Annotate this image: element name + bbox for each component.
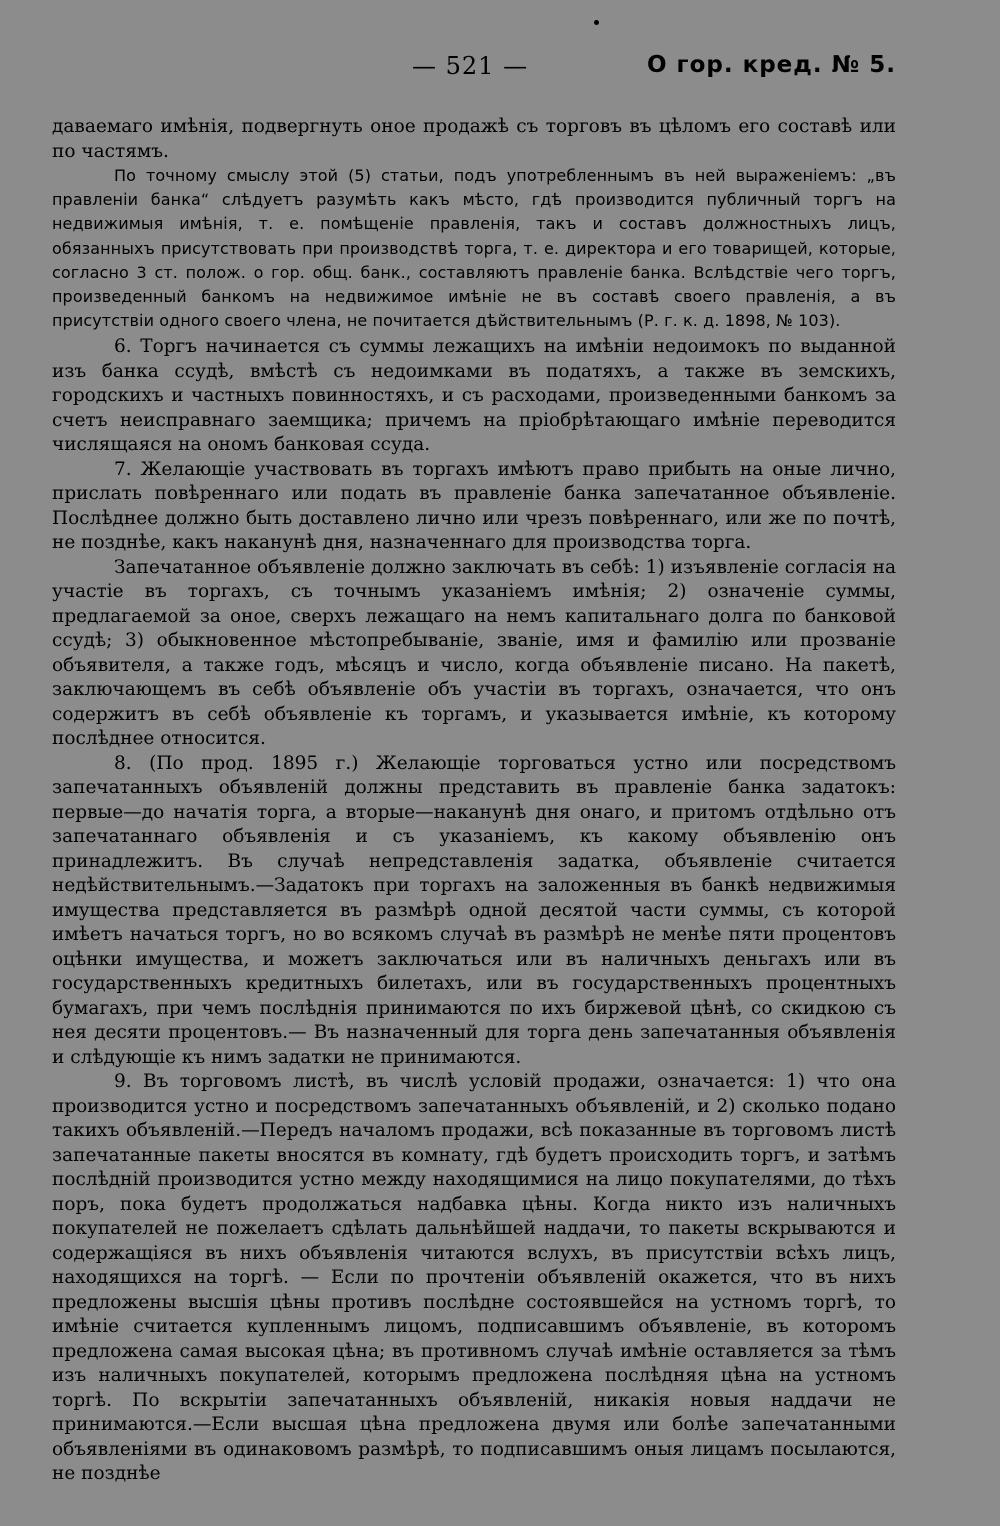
paragraph-article-9: 9. Въ торговомъ листѣ, въ числѣ условій продажи, означается: 1) что она производится устно и посредствомъ запечатанныхъ объявленій, и 2) сколько подано такихъ объявленій.—Передъ началомъ продажи, всѣ показанные въ торговомъ листѣ запечатанные пакеты вносятся въ комнату, гдѣ будетъ происходить торгъ, и затѣмъ послѣдній производится устно между находящимися на лицо покупателями, до тѣхъ поръ, пока будетъ продолжаться надбавка цѣны. Когда никто изъ наличныхъ покупателей не пожелаетъ сдѣлать дальнѣйшей наддачи, то пакеты вскрываются и содержащіяся въ нихъ объявленія читаются вслухъ, въ присутствіи всѣхъ лицъ, находящихся на торгѣ. — Если по прочтеніи объявленій окажется, что въ нихъ предложены высшія цѣны противъ послѣдне состоявшейся на устномъ торгѣ, то имѣніе считается купленнымъ лицомъ, подписавшимъ объявленіе, въ которомъ предложена самая высокая цѣна; въ противномъ случаѣ имѣніе оставляется за тѣмъ изъ наличныхъ покупателей, которымъ предложена послѣдняя цѣна на устномъ торгѣ. По вскрытіи запечатанныхъ объявленій, никакія новыя наддачи не принимаются.—Если высшая цѣна предложена двумя или болѣе запечатанными объявленіями въ одинаковомъ размѣрѣ, то подписавшимъ оныя лицамъ посылаются, не позднѣе xyxy=(52,1071,896,1485)
paragraph-continuation: даваемаго имѣнія, подвергнуть оное продажѣ съ торговъ въ цѣломъ его составѣ или по частямъ. xyxy=(52,116,896,162)
paragraph-article-8: 8. (По прод. 1895 г.) Желающіе торговаться устно или посредствомъ запечатанныхъ объявленій должны представить въ правленіе банка задатокъ: первые—до начатія торга, а вторые—наканунѣ дня онаго, и притомъ отдѣльно отъ запечатаннаго объявленія и съ указаніемъ, къ какому объявленію онъ принадлежитъ. Въ случаѣ непредставленія задатка, объявленіе считается недѣйствительнымъ.—Задатокъ при торгахъ на заложенныя въ банкѣ недвижимыя имущества представляется въ размѣрѣ одной десятой части суммы, съ которой имѣетъ начаться торгъ, но во всякомъ случаѣ въ размѣрѣ не менѣе пяти процентовъ оцѣнки имущества, и можетъ заключаться или въ наличныхъ деньгахъ или въ государственныхъ кредитныхъ билетахъ, или въ государственныхъ процентныхъ бумагахъ, при чемъ послѣднія принимаются по ихъ биржевой цѣнѣ, со скидкою съ нея десяти процентовъ.— Въ назначенный для торга день запечатанныя объявленія и слѣдующіе къ нимъ задатки не принимаются. xyxy=(52,752,896,1068)
page-number: — 521 — xyxy=(412,52,529,80)
paragraph-article-6: 6. Торгъ начинается съ суммы лежащихъ на имѣніи недоимокъ по выданной изъ банка ссудѣ, вмѣстѣ съ недоимками въ податяхъ, а также въ земскихъ, городскихъ и частныхъ повинностяхъ, и съ расходами, произведенными банкомъ за счетъ неисправнаго заемщика; причемъ на пріобрѣтающаго имѣніе переводится числящаяся на ономъ банковая ссуда. xyxy=(52,336,896,456)
page-body xyxy=(52,115,896,1487)
print-speck xyxy=(594,20,599,25)
page-header xyxy=(52,52,896,92)
running-head: О гор. кред. № 5. xyxy=(647,52,896,78)
paragraph-commentary: По точному смыслу этой (5) статьи, подъ употребленнымъ въ ней выраженіемъ: „въ правленіи банка“ слѣдуетъ разумѣть какъ мѣсто, гдѣ производится публичный торгъ на недвижимыя имѣнія, т. е. помѣщеніе правленія, такъ и составъ должностныхъ лицъ, обязанныхъ присутствовать при производствѣ торга, т. е. директора и его товарищей, которые, согласно 3 ст. полож. о гор. общ. банк., составляютъ правленіе банка. Вслѣдствіе чего торгъ, произведенный банкомъ на недвижимое имѣніе не въ составѣ своего правленія, а въ присутствіи одного своего члена, не почитается дѣйствительнымъ (Р. г. к. д. 1898, № 103). xyxy=(52,166,896,331)
paragraph-article-7: 7. Желающіе участвовать въ торгахъ имѣютъ право прибыть на оные лично, прислать повѣреннаго или подать въ правленіе банка запечатанное объявленіе. Послѣднее должно быть доставлено лично или чрезъ повѣреннаго, или же по почтѣ, не позднѣе, какъ наканунѣ дня, назначеннаго для производства торга. xyxy=(52,458,896,554)
paragraph-sealed-bid: Запечатанное объявленіе должно заключать въ себѣ: 1) изъявленіе согласія на участіе въ торгахъ, съ точнымъ указаніемъ имѣнія; 2) означеніе суммы, предлагаемой за оное, сверхъ лежащаго на немъ капитальнаго долга по банковой ссудѣ; 3) обыкновенное мѣстопребываніе, званіе, имя и фамилію или прозваніе объявителя, а также годъ, мѣсяцъ и число, когда объявленіе писано. На пакетѣ, заключающемъ въ себѣ объявленіе объ участіи въ торгахъ, означается, что онъ содержитъ въ себѣ объявленіе къ торгамъ, и указывается имѣніе, къ которому послѣднее относится. xyxy=(52,556,896,750)
